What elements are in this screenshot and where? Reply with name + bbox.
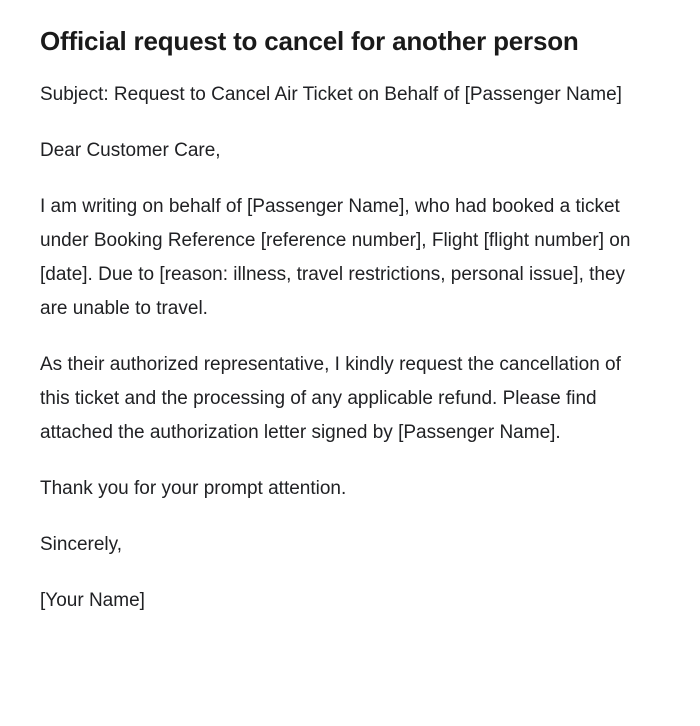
body-paragraph-1: I am writing on behalf of [Passenger Name], who had booked a ticket under Booking Reference [reference number], Flight [flight number] on [date]. Due to [reason: illness, travel restrictions, personal issue], they are unable to travel. xyxy=(40,196,631,319)
salutation: Dear Customer Care, xyxy=(40,140,221,161)
document-body xyxy=(40,58,636,618)
closing-thanks: Thank you for your prompt attention. xyxy=(40,478,347,499)
page-title: Official request to cancel for another person xyxy=(40,26,579,56)
signature-name: [Your Name] xyxy=(40,590,145,611)
sign-off: Sincerely, xyxy=(40,534,123,555)
body-paragraph-2: As their authorized representative, I kindly request the cancellation of this ticket and the processing of any applicable refund. Please find attached the authorization letter signed by [Passenger Name]. xyxy=(40,354,621,443)
subject-line: Subject: Request to Cancel Air Ticket on Behalf of [Passenger Name] xyxy=(40,84,622,105)
